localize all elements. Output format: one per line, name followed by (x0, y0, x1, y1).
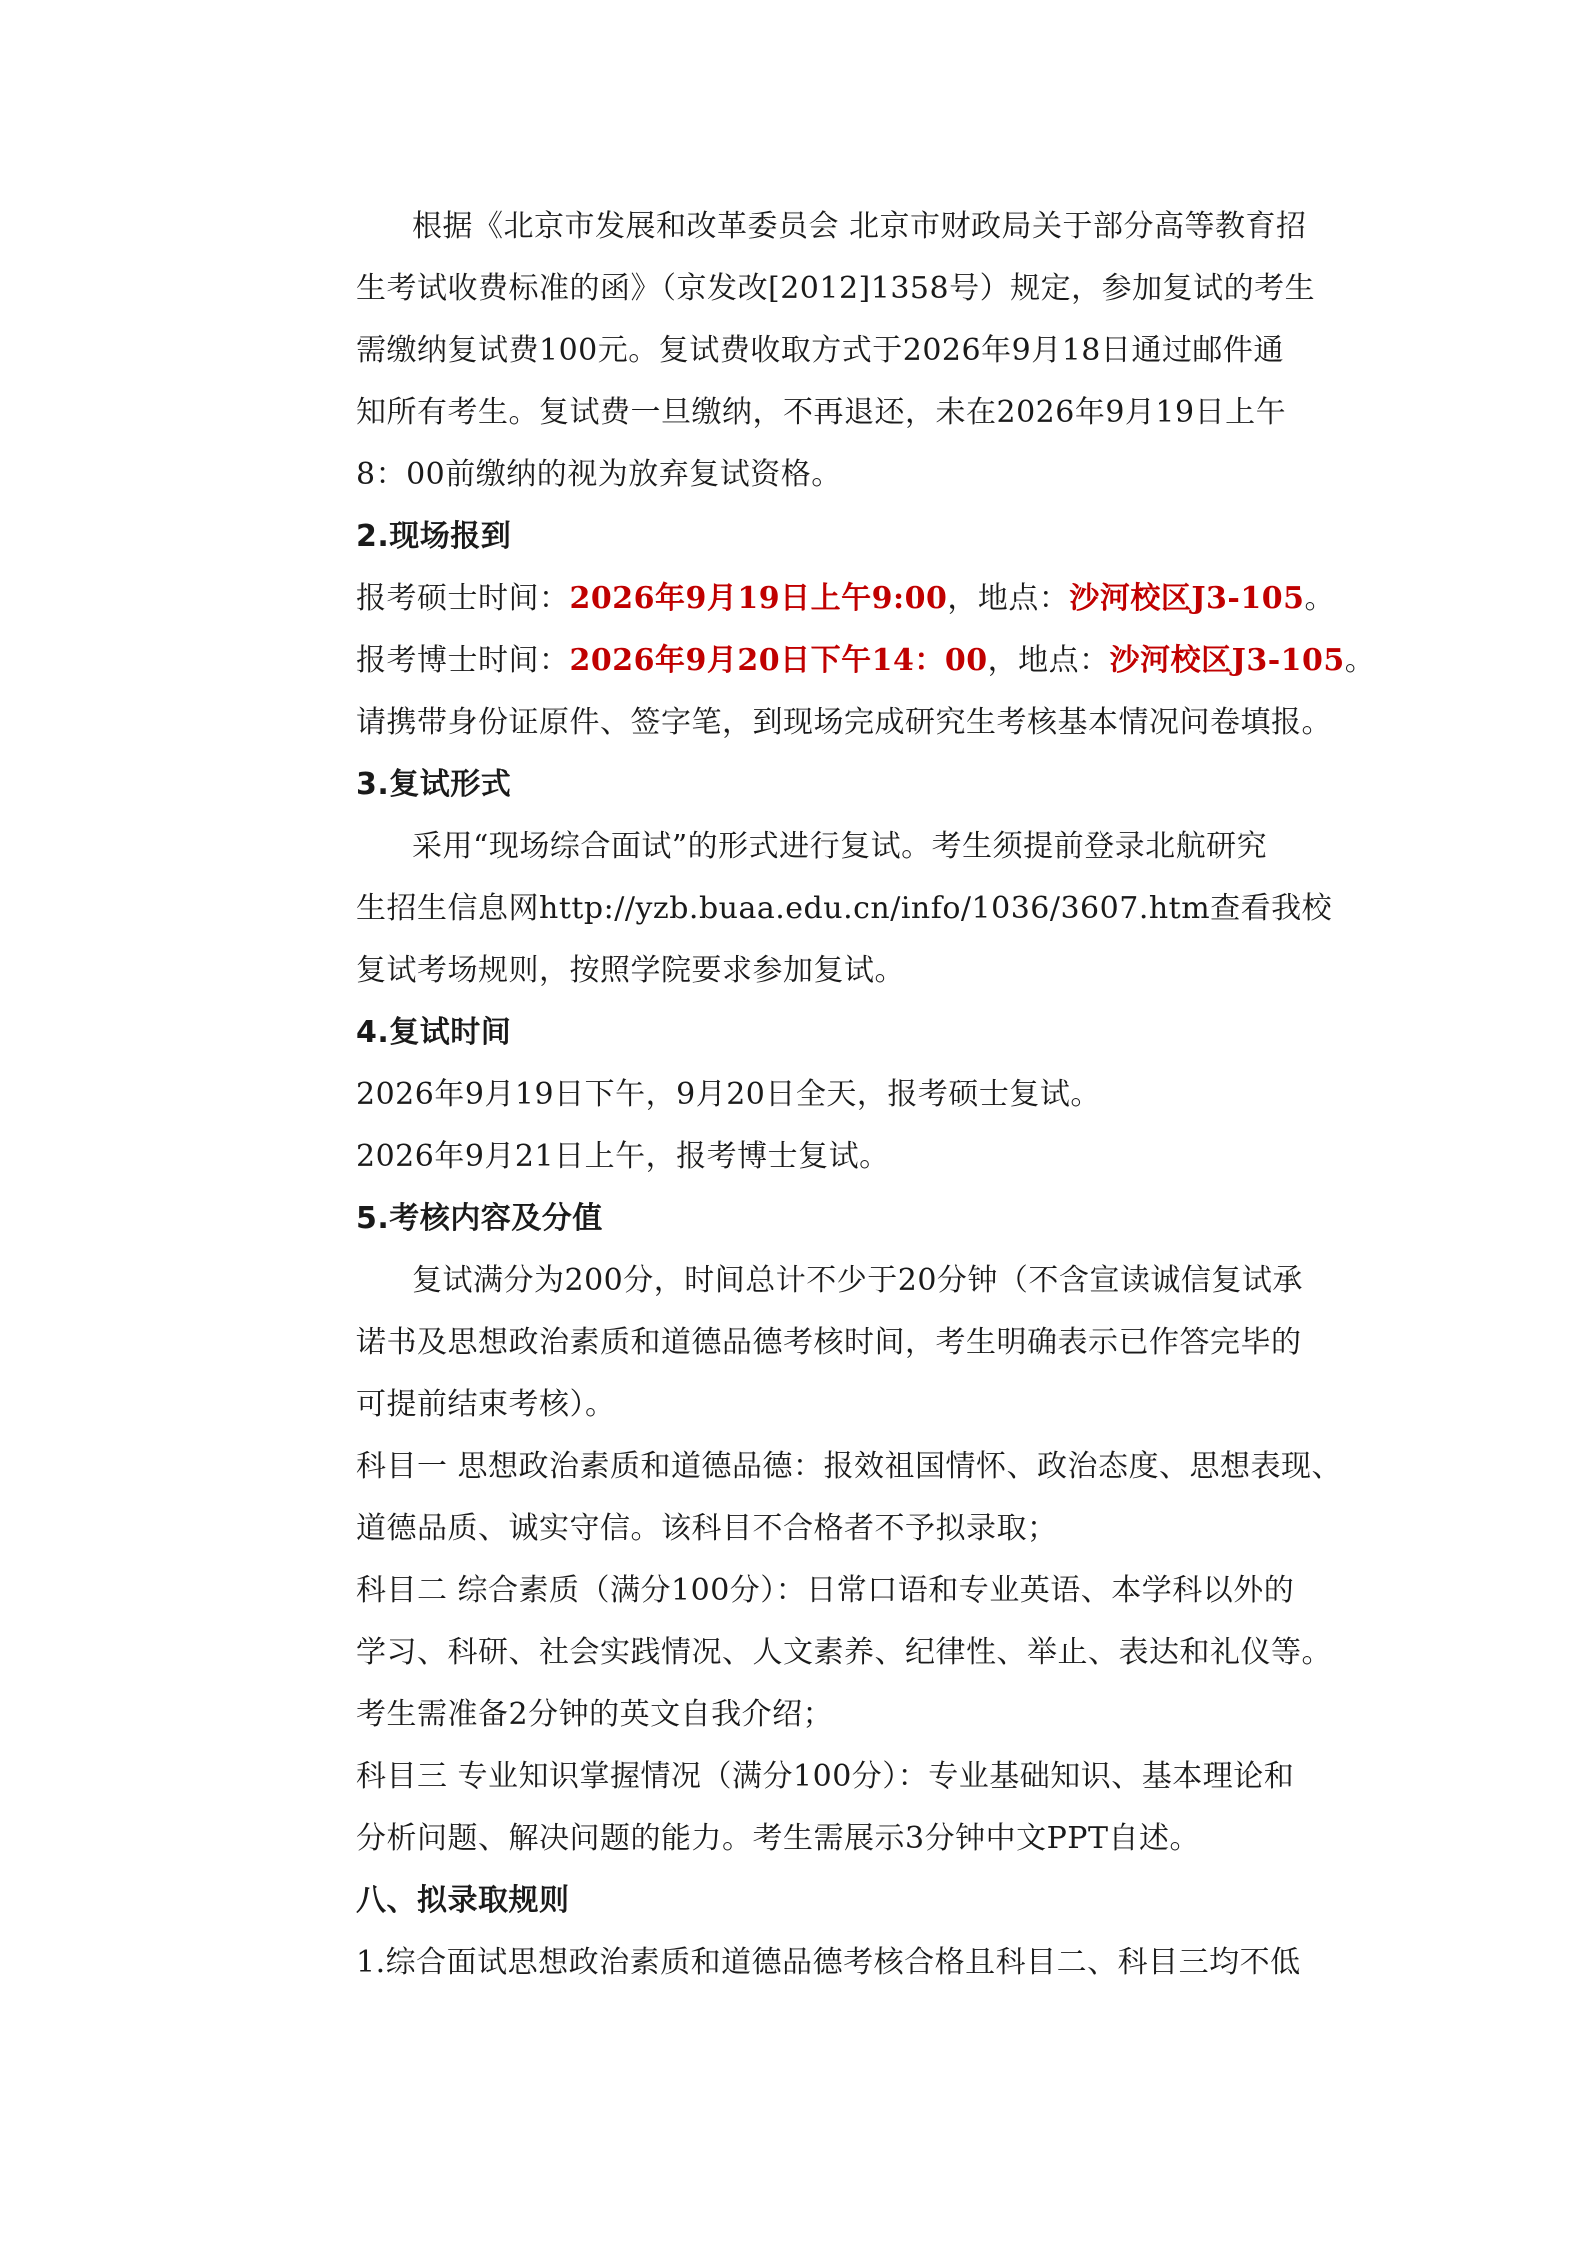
paragraph-line: 2026年9月19日下午，9月20日全天，报考硕士复试。 (356, 1077, 1101, 1112)
doctor-registration-line (356, 630, 1376, 692)
chapter-heading: 八、拟录取规则 (356, 1883, 570, 1918)
paragraph-line: 2026年9月21日上午，报考博士复试。 (356, 1139, 890, 1174)
separator: ，地点： (947, 581, 1070, 616)
paragraph-line-with-url: 生招生信息网http://yzb.buaa.edu.cn/info/1036/3607.htm查看我校 (356, 891, 1333, 926)
paragraph-line: 诺书及思想政治素质和道德品德考核时间，考生明确表示已作答完毕的 (356, 1325, 1302, 1360)
end-mark: 。 (1344, 643, 1376, 678)
subject-two-line: 学习、科研、社会实践情况、人文素养、纪律性、举止、表达和礼仪等。 (356, 1635, 1332, 1670)
paragraph-line: 1.综合面试思想政治素质和道德品德考核合格且科目二、科目三均不低 (356, 1945, 1301, 1980)
paragraph-line: 知所有考生。复试费一旦缴纳，不再退还，未在2026年9月19日上午 (356, 395, 1287, 430)
doctor-place: 沙河校区J3-105 (1109, 643, 1345, 678)
paragraph-line: 需缴纳复试费100元。复试费收取方式于2026年9月18日通过邮件通 (356, 333, 1284, 368)
subject-two-line: 科目二 综合素质（满分100分）：日常口语和专业英语、本学科以外的 (356, 1573, 1295, 1608)
section-heading: 3.复试形式 (356, 767, 512, 802)
label: 报考博士时间： (356, 643, 570, 678)
doctor-time: 2026年9月20日下午14：00 (569, 643, 988, 678)
master-place: 沙河校区J3-105 (1069, 581, 1305, 616)
paragraph-line: 采用“现场综合面试”的形式进行复试。考生须提前登录北航研究 (412, 829, 1268, 864)
paragraph-line: 8：00前缴纳的视为放弃复试资格。 (356, 457, 842, 492)
master-registration-line (356, 568, 1336, 630)
subject-two-line: 考生需准备2分钟的英文自我介绍； (356, 1697, 834, 1732)
label: 报考硕士时间： (356, 581, 570, 616)
subject-three-line: 分析问题、解决问题的能力。考生需展示3分钟中文PPT自述。 (356, 1821, 1200, 1856)
separator: ，地点： (987, 643, 1110, 678)
paragraph-line: 根据《北京市发展和改革委员会 北京市财政局关于部分高等教育招 (412, 209, 1307, 244)
paragraph-line: 请携带身份证原件、签字笔，到现场完成研究生考核基本情况问卷填报。 (356, 705, 1332, 740)
end-mark: 。 (1304, 581, 1335, 616)
paragraph-line: 复试满分为200分，时间总计不少于20分钟（不含宣读诚信复试承 (412, 1263, 1303, 1298)
subject-one-line: 科目一 思想政治素质和道德品德：报效祖国情怀、政治态度、思想表现、 (356, 1449, 1343, 1484)
paragraph-line: 可提前结束考核）。 (356, 1387, 616, 1422)
subject-one-line: 道德品质、诚实守信。该科目不合格者不予拟录取； (356, 1511, 1058, 1546)
section-heading: 2.现场报到 (356, 519, 512, 554)
paragraph-line: 生考试收费标准的函》（京发改[2012]1358号）规定，参加复试的考生 (356, 271, 1316, 306)
document-page (356, 196, 1376, 1994)
master-time: 2026年9月19日上午9:00 (569, 581, 948, 616)
section-heading: 5.考核内容及分值 (356, 1201, 603, 1236)
section-heading: 4.复试时间 (356, 1015, 512, 1050)
paragraph-line: 复试考场规则，按照学院要求参加复试。 (356, 953, 905, 988)
subject-three-line: 科目三 专业知识掌握情况（满分100分）：专业基础知识、基本理论和 (356, 1759, 1295, 1794)
